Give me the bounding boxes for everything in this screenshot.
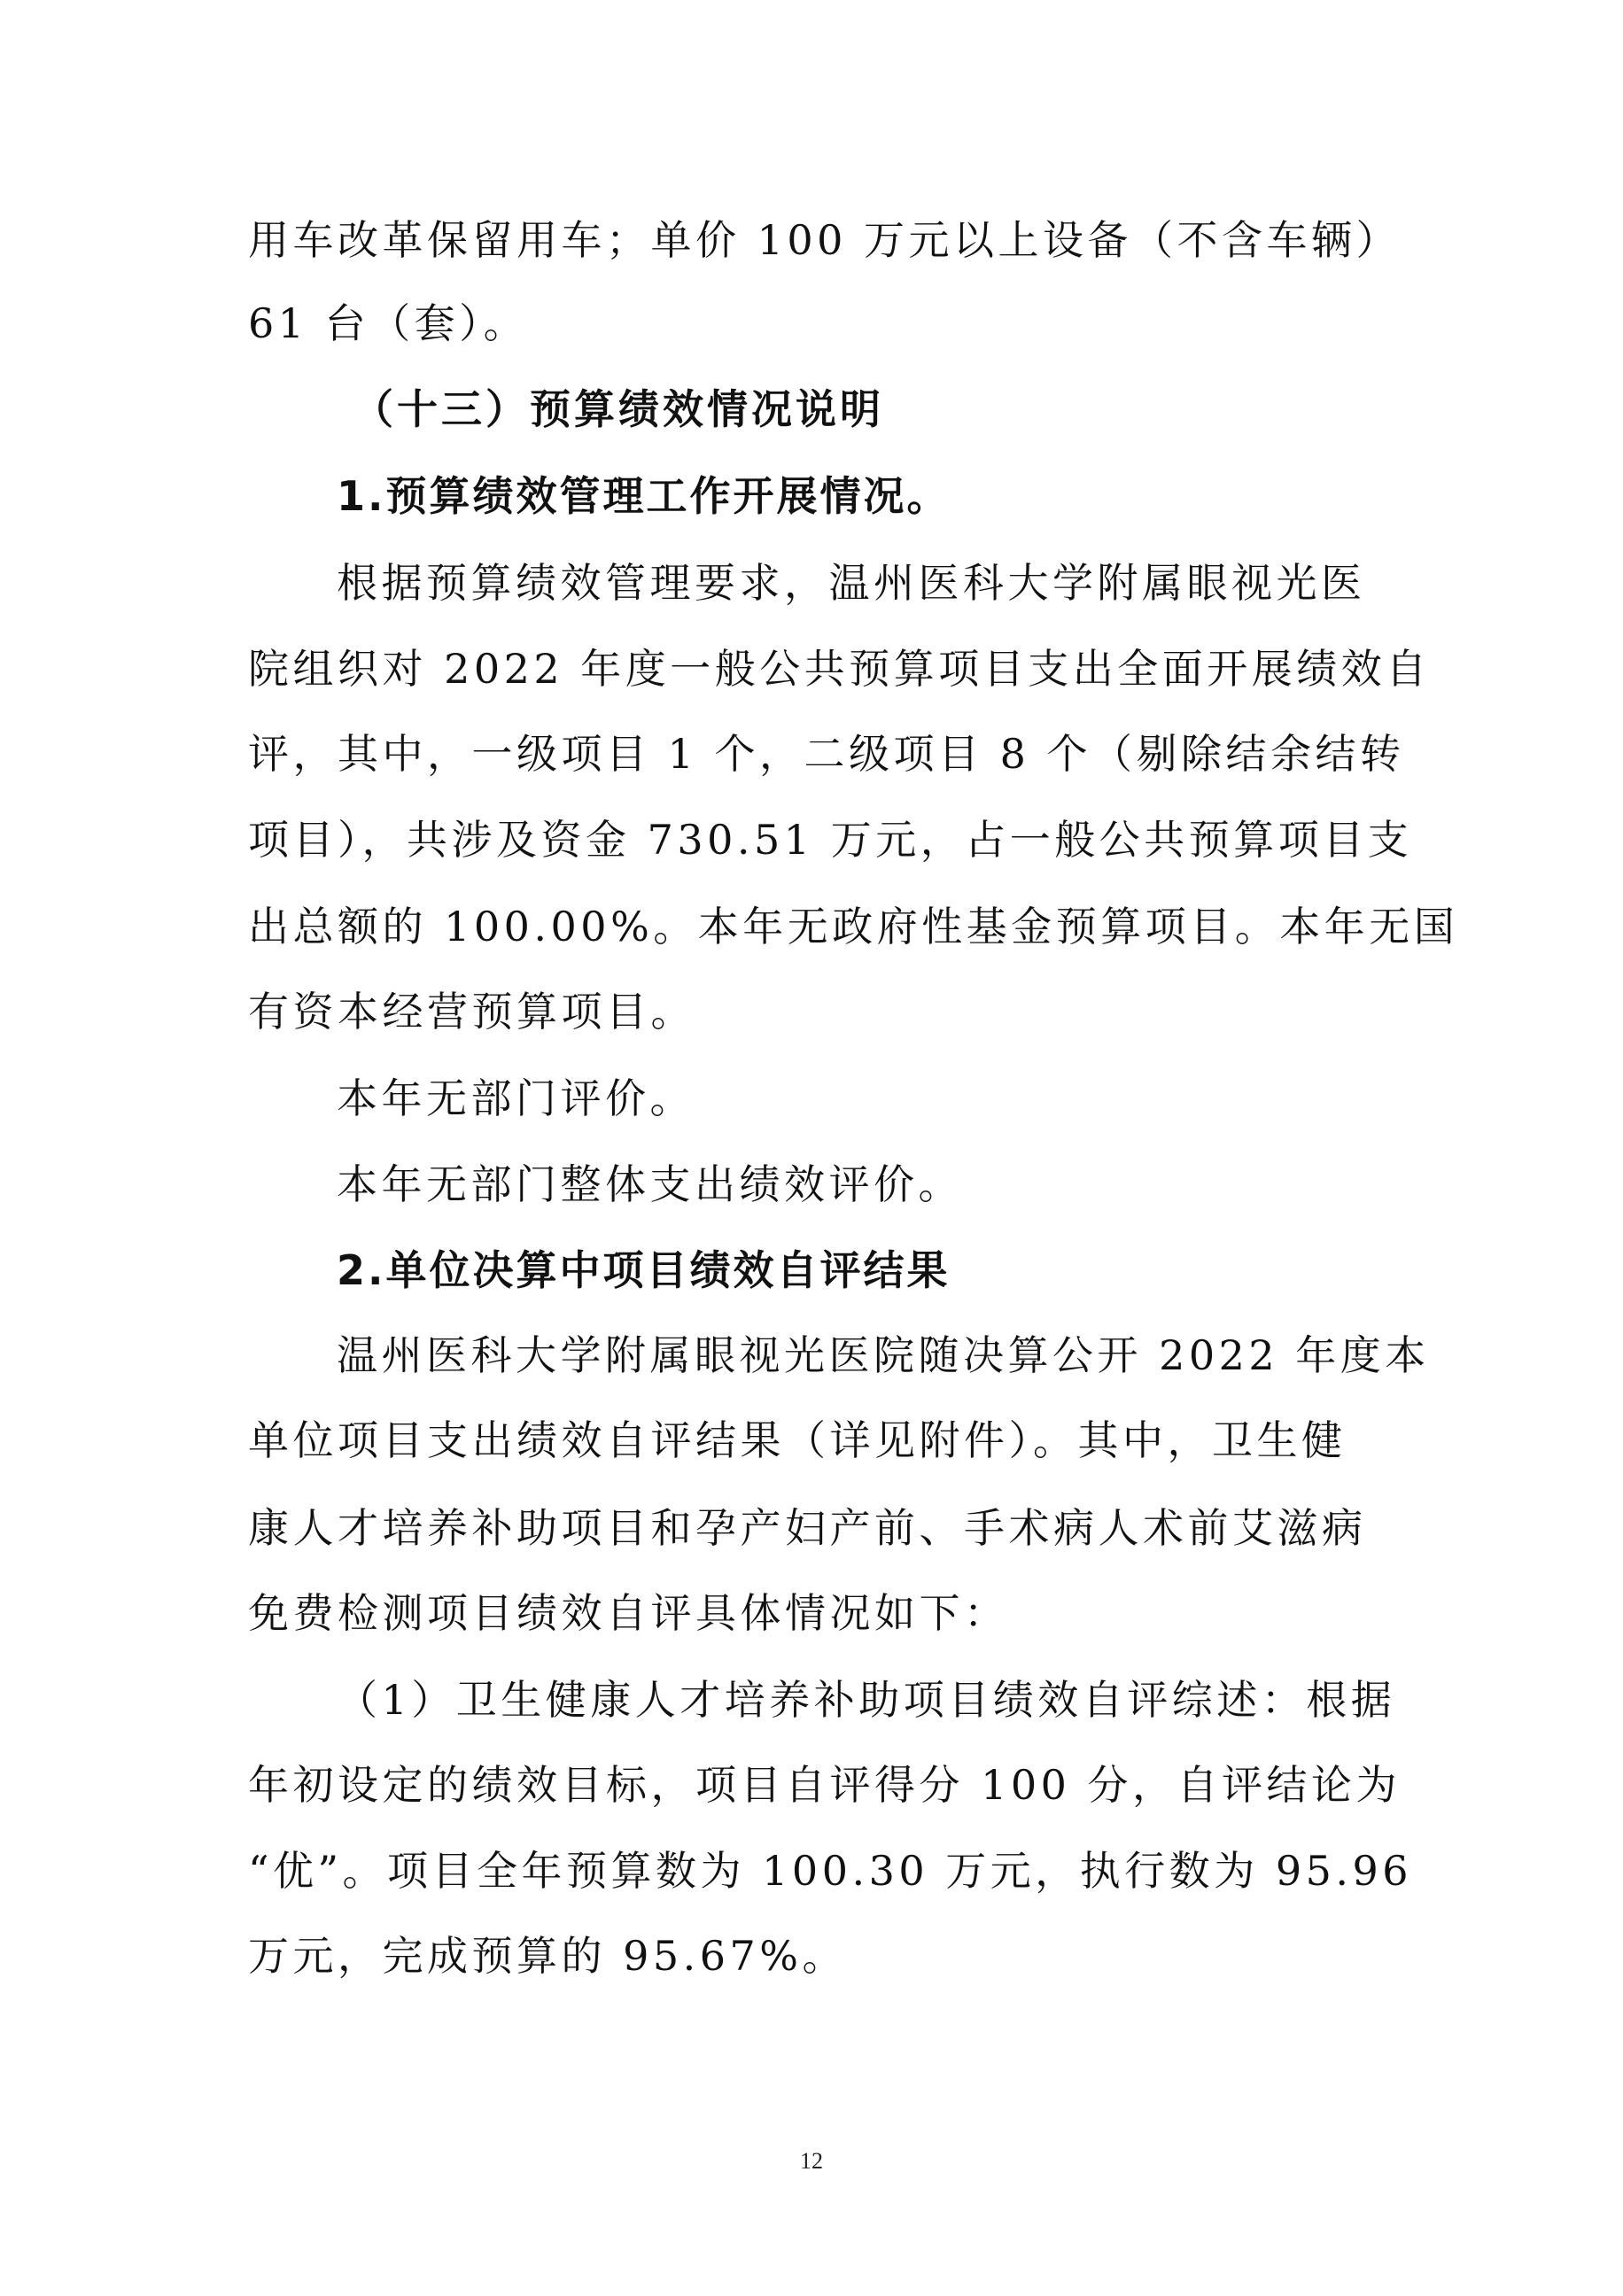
body-text-line: （1）卫生健康人才培养补助项目绩效自评综述：根据: [337, 1676, 1396, 1724]
body-text-line: 单位项目支出绩效自评结果（详见附件）。其中，卫生健: [248, 1416, 1347, 1464]
body-text-line: 根据预算绩效管理要求，温州医科大学附属眼视光医: [337, 559, 1366, 607]
subsection-heading: 1.预算绩效管理工作开展情况。: [337, 472, 951, 520]
body-text-line: 本年无部门整体支出绩效评价。: [337, 1160, 963, 1208]
body-text-line: 有资本经营预算项目。: [248, 988, 695, 1036]
body-text-line: 院组织对 2022 年度一般公共预算项目支出全面开展绩效自: [248, 645, 1431, 693]
body-text-line: 年初设定的绩效目标，项目自评得分 100 分，自评结论为: [248, 1761, 1402, 1809]
body-text-line: 万元，完成预算的 95.67%。: [248, 1932, 848, 1980]
body-text-line: 温州医科大学附属眼视光医院随决算公开 2022 年度本: [337, 1331, 1430, 1379]
body-text-line: 用车改革保留用车；单价 100 万元以上设备（不含车辆）: [248, 216, 1402, 264]
section-heading: （十三）预算绩效情况说明: [353, 385, 884, 433]
subsection-heading: 2.单位决算中项目绩效自评结果: [337, 1246, 951, 1294]
body-text-line: 康人才培养补助项目和孕产妇产前、手术病人术前艾滋病: [248, 1504, 1367, 1552]
body-text-line: 61 台（套）。: [248, 299, 529, 347]
body-text-line: 本年无部门评价。: [337, 1074, 695, 1122]
body-text-line: 免费检测项目绩效自评具体情况如下：: [248, 1589, 1009, 1637]
body-text-line: 出总额的 100.00%。本年无政府性基金预算项目。本年无国: [248, 903, 1459, 950]
page-number: 12: [800, 2148, 823, 2174]
body-text-line: 项目），共涉及资金 730.51 万元，占一般公共预算项目支: [248, 816, 1413, 864]
body-text-line: 评，其中，一级项目 1 个，二级项目 8 个（剔除结余结转: [248, 730, 1405, 778]
body-text-line: “优”。项目全年预算数为 100.30 万元，执行数为 95.96: [248, 1847, 1413, 1895]
